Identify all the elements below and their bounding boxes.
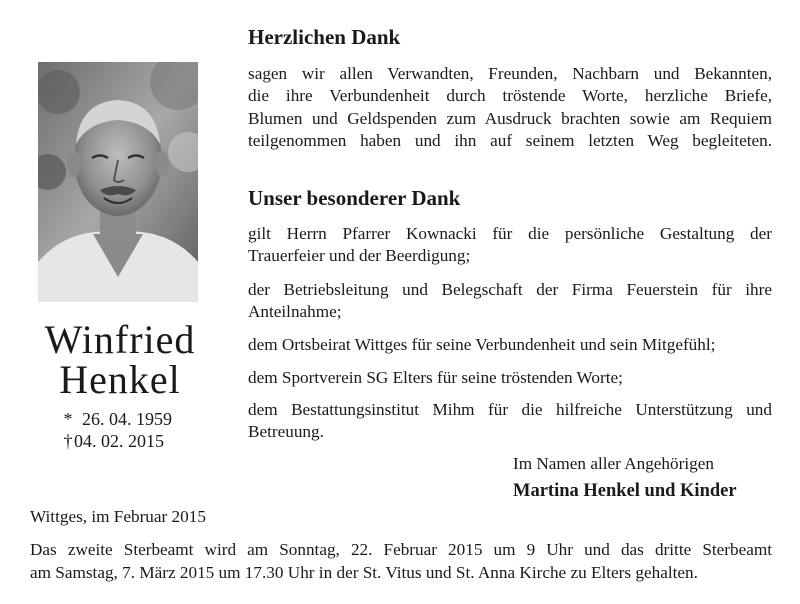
intro-paragraph (248, 63, 772, 153)
special-thanks-line: Trauerfeier und der Beerdigung; (248, 246, 471, 266)
special-thanks-item (248, 334, 772, 356)
portrait-photo (38, 62, 198, 302)
footer-line: Das zweite Sterbeamt wird am Sonntag, 22. Februar 2015 um 9 Uhr und das dritte Sterbeamt (30, 540, 772, 559)
birth-date-row (58, 408, 218, 430)
birth-date: 26. 04. 1959 (82, 409, 172, 429)
special-thanks-line: Betreuung. (248, 422, 324, 442)
signature-names: Martina Henkel und Kinder (513, 481, 737, 501)
intro-line: sagen wir allen Verwandten, Freunden, Nachbarn und Bekannten, (248, 64, 772, 83)
special-thanks-item (248, 279, 772, 324)
death-symbol: † (63, 431, 73, 451)
heading-special-thanks: Unser besonderer Dank (248, 186, 461, 210)
special-thanks-line: gilt Herrn Pfarrer Kownacki für die persönliche Gestaltung der (248, 224, 772, 243)
intro-line: teilgenommen haben und ihn auf seinem letzten Weg begleiteten. (248, 131, 772, 151)
heading-thanks: Herzlichen Dank (248, 25, 401, 49)
special-thanks-item (248, 367, 772, 389)
place-date: Wittges, im Februar 2015 (30, 507, 206, 526)
birth-symbol: * (63, 409, 73, 429)
special-thanks-line: dem Ortsbeirat Wittges für seine Verbundenheit und sein Mitgefühl; (248, 335, 716, 354)
signature-line: Im Namen aller Angehörigen (513, 454, 714, 473)
special-thanks-line: Anteilnahme; (248, 302, 342, 322)
footer-notice (30, 538, 772, 584)
special-thanks-line: dem Sportverein SG Elters für seine tröstenden Worte; (248, 368, 623, 387)
last-name: Henkel (59, 357, 181, 402)
footer-line: am Samstag, 7. März 2015 um 17.30 Uhr in der St. Vitus und St. Anna Kirche zu Elters gehalten. (30, 563, 698, 582)
special-thanks-line: der Betriebsleitung und Belegschaft der Firma Feuerstein für ihre (248, 280, 772, 299)
death-date: 04. 02. 2015 (74, 431, 164, 451)
special-thanks-item (248, 399, 772, 444)
death-date-row (62, 430, 222, 452)
intro-line: die ihre Verbundenheit durch tröstende Worte, herzliche Briefe, (248, 86, 772, 106)
first-name: Winfried (44, 317, 196, 362)
special-thanks-line: dem Bestattungsinstitut Mihm für die hilfreiche Unterstützung und (248, 400, 772, 419)
special-thanks-item (248, 223, 772, 268)
intro-line: Blumen und Geldspenden zum Ausdruck brachten sowie am Requiem (248, 108, 772, 128)
